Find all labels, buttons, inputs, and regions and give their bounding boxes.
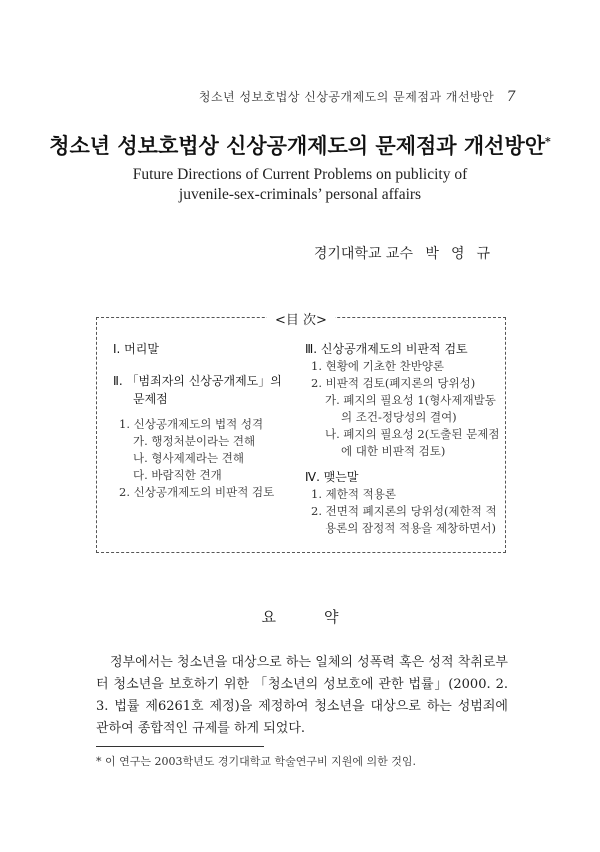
toc-subitem-continued: 의 조건-정당성의 결여): [341, 410, 457, 424]
running-header: [199, 88, 516, 105]
toc-subsection: 1. 제한적 적용론: [311, 487, 396, 501]
toc-left-column: [113, 318, 303, 501]
author-name: 박영규: [425, 246, 502, 262]
toc-section: Ⅱ. 「범죄자의 신상공개제도」의: [113, 374, 282, 388]
abstract-heading: [0, 606, 600, 627]
abstract-paragraph: 정부에서는 청소년을 대상으로 하는 일체의 성폭력 혹은 성적 착취로부터 청소년을 보호하기 위한 「청소년의 성보호에 관한 법률」(2000. 2. 3. 법률 제6261호 제정)을 제정하여 청소년을 대상으로 하는 성범죄에 관하여 종합적인 규제를 하게 되었다.: [96, 655, 508, 736]
title-korean-text: 청소년 성보호법상 신상공개제도의 문제점과 개선방안: [49, 133, 546, 158]
title-english-line1: Future Directions of Current Problems on publicity of: [132, 166, 468, 183]
title-footnote-mark: *: [545, 135, 551, 148]
abstract-body: [96, 652, 508, 740]
toc-subitem: 다. 바람직한 견개: [133, 468, 222, 482]
toc-subitem: 가. 폐지의 필요성 1(형사제재발동: [325, 393, 496, 407]
paper-title-english: [0, 165, 600, 205]
footnote-divider: [96, 746, 264, 747]
toc-subsection: 2. 전면적 폐지론의 당위성(제한적 적: [311, 504, 497, 518]
footnote: * 이 연구는 2003학년도 경기대학교 학술연구비 지원에 의한 것임.: [96, 755, 416, 768]
abstract-heading-char-1: 요: [261, 608, 276, 626]
toc-subitem-continued: 에 대한 비판적 검토): [341, 444, 446, 458]
toc-subsection: 1. 현황에 기초한 찬반양론: [311, 359, 445, 373]
paper-title-korean: [0, 130, 600, 160]
table-of-contents: [96, 313, 506, 553]
toc-subitem: 가. 행정처분이라는 견해: [133, 434, 256, 448]
toc-subsection: 2. 신상공개제도의 비판적 검토: [119, 485, 275, 499]
author-line: [314, 243, 502, 263]
toc-subsection: 2. 비판적 검토(폐지론의 당위성): [311, 376, 476, 390]
title-english-line2: juvenile-sex-criminals’ personal affairs: [178, 186, 422, 203]
toc-section: Ⅰ. 머리말: [113, 342, 159, 356]
author-affiliation: 경기대학교 교수: [313, 246, 413, 262]
toc-subitem: 나. 형사제제라는 견해: [133, 451, 244, 465]
running-title: 청소년 성보호법상 신상공개제도의 문제점과 개선방안: [198, 90, 495, 104]
toc-section: Ⅲ. 신상공개제도의 비판적 검토: [305, 342, 468, 356]
toc-heading: <目 次>: [267, 313, 335, 328]
abstract-heading-char-2: 약: [324, 608, 339, 626]
toc-section: Ⅳ. 맺는말: [305, 470, 359, 484]
toc-section-continued: 문제점: [133, 392, 168, 406]
toc-spacer: [305, 460, 501, 468]
toc-subitem: 나. 폐지의 필요성 2(도출된 문제점: [325, 427, 500, 441]
toc-right-column: [305, 318, 501, 537]
toc-spacer: [113, 358, 303, 372]
toc-subsection-continued: 용론의 잠정적 적용을 제창하면서): [325, 521, 496, 535]
toc-spacer: [113, 408, 303, 416]
toc-subsection: 1. 신상공개제도의 법적 성격: [119, 417, 264, 431]
page-number: 7: [506, 89, 516, 105]
